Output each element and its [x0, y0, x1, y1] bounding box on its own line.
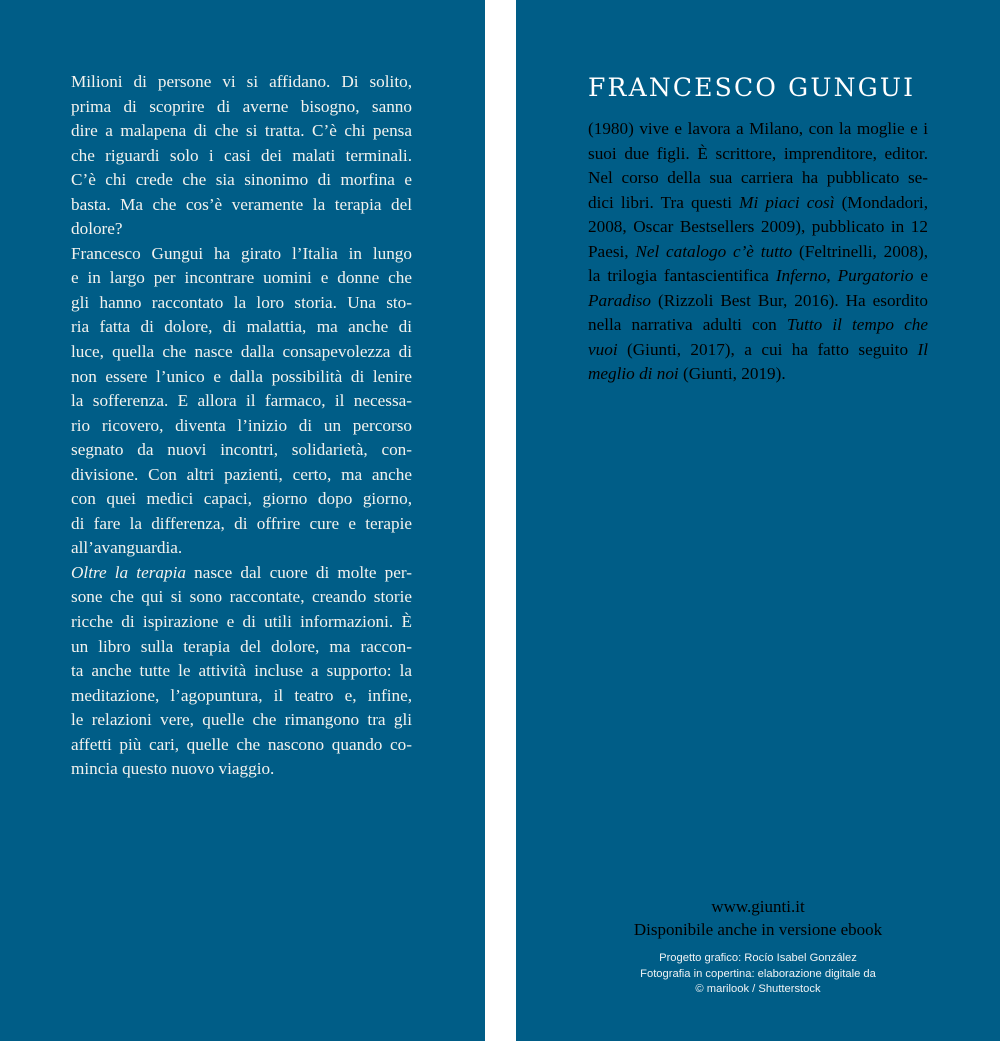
blurb-line: Milioni di persone vi si affidano. Di solito,	[71, 72, 412, 91]
blurb-line: sone che qui si sono raccontate, creando storie	[71, 587, 412, 607]
blurb-line: rio ricovero, diventa l’inizio di un percorso	[71, 415, 412, 435]
bio-line: Paradiso (Rizzoli Best Bur, 2016). Ha esordito	[588, 290, 928, 310]
blurb-line: mincia questo nuovo viaggio.	[71, 759, 275, 779]
blurb-line: prima di scoprire di averne bisogno, sanno	[71, 96, 412, 116]
back-flap-panel	[0, 0, 485, 1041]
publisher-website: www.giunti.it	[711, 897, 805, 916]
blurb-line: ta anche tutte le attività incluse a supporto: la	[71, 661, 412, 681]
bio-line: suoi due figli. È scrittore, imprenditore, editor.	[588, 143, 928, 163]
blurb-line: non essere l’unico e dalla possibilità di lenire	[71, 366, 412, 386]
blurb-line: Francesco Gungui ha girato l’Italia in lungo	[71, 243, 412, 263]
blurb-line: meditazione, l’agopuntura, il teatro e, infine,	[71, 685, 412, 705]
blurb-line: con quei medici capaci, giorno dopo giorno,	[71, 489, 412, 509]
blurb-line: e in largo per incontrare uomini e donne che	[71, 268, 412, 288]
publisher-footer	[516, 895, 1000, 998]
blurb-line: luce, quella che nasce dalla consapevolezza di	[71, 342, 412, 362]
blurb-line: C’è chi crede che sia sinonimo di morfina e	[71, 170, 412, 190]
bio-line: la trilogia fantascientifica Inferno, Purgatorio e	[588, 266, 928, 286]
credits	[516, 951, 1000, 998]
blurb-line: che riguardi solo i casi dei malati terminali.	[71, 145, 412, 165]
blurb-line: segnato da nuovi incontri, solidarietà, con-	[71, 440, 412, 460]
bio-line: 2008, Oscar Bestsellers 2009), pubblicato in 12	[588, 217, 928, 237]
ebook-note: Disponibile anche in versione ebook	[633, 920, 883, 939]
spine-gutter	[485, 0, 516, 1041]
design-credit: Progetto grafico: Rocío Isabel González	[659, 952, 857, 964]
blurb-line: affetti più cari, quelle che nascono quando co-	[71, 734, 412, 754]
author-name-heading: FRANCESCO GUNGUI	[588, 73, 916, 102]
bio-line: Nel corso della sua carriera ha pubblicato se-	[588, 168, 928, 188]
blurb-line: all’avanguardia.	[71, 538, 183, 558]
bio-line: meglio di noi (Giunti, 2019).	[588, 364, 786, 384]
blurb-line: ria fatta di dolore, di malattia, ma anche di	[71, 317, 412, 337]
book-blurb	[71, 70, 412, 782]
blurb-line: dolore?	[71, 219, 123, 239]
bio-line: (1980) vive e lavora a Milano, con la moglie e i	[588, 119, 928, 138]
bio-line: vuoi (Giunti, 2017), a cui ha fatto seguito Il	[588, 339, 928, 359]
blurb-line: le relazioni vere, quelle che rimangono tra gli	[71, 710, 412, 730]
bio-line: nella narrativa adulti con Tutto il tempo che	[588, 315, 928, 335]
blurb-line: dire a malapena di che si tratta. C’è chi pensa	[71, 121, 412, 141]
author-bio	[588, 117, 928, 387]
blurb-line: Oltre la terapia nasce dal cuore di molte per-	[71, 562, 413, 582]
blurb-line: basta. Ma che cos’è veramente la terapia del	[71, 194, 412, 214]
blurb-line: la sofferenza. E allora il farmaco, il necessa-	[71, 391, 412, 411]
bio-line: Paesi, Nel catalogo c’è tutto (Feltrinelli, 2008),	[588, 241, 929, 261]
blurb-line: di fare la differenza, di offrire cure e terapie	[71, 513, 412, 533]
blurb-line: gli hanno raccontato la loro storia. Una sto-	[71, 292, 412, 312]
blurb-line: divisione. Con altri pazienti, certo, ma anche	[71, 464, 412, 484]
bio-line: dici libri. Tra questi Mi piaci così (Mondadori,	[588, 192, 928, 212]
photo-credit: Fotografia in copertina: elaborazione digitale da	[640, 967, 876, 980]
blurb-line: un libro sulla terapia del dolore, ma raccon-	[71, 636, 412, 656]
copyright-credit: © marilook / Shutterstock	[695, 983, 821, 995]
blurb-line: ricche di ispirazione e di utili informazioni. È	[71, 612, 412, 632]
book-title: Oltre la terapia	[71, 562, 186, 582]
